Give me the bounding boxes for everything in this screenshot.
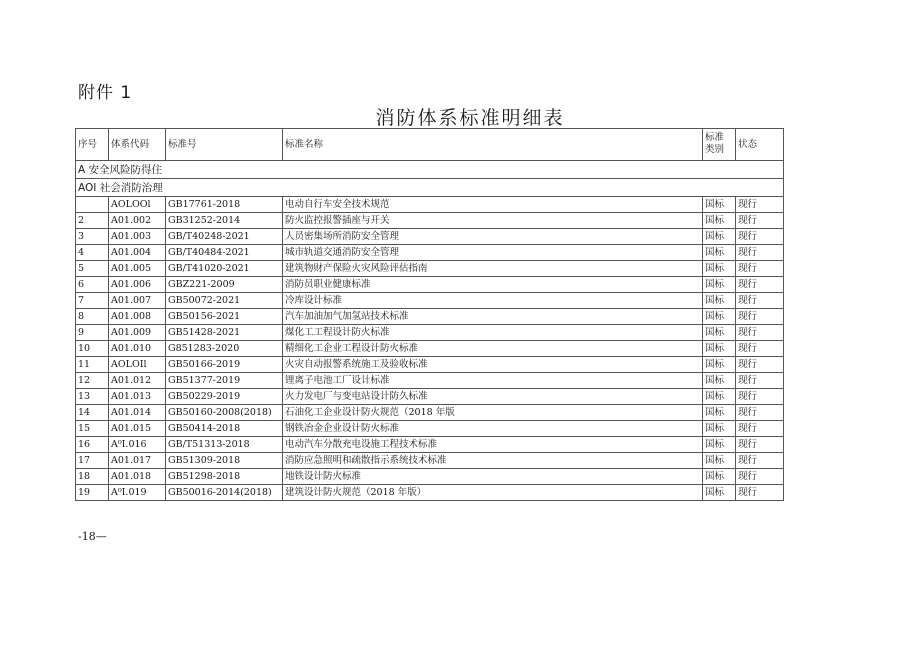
cell-status: 现行 — [736, 229, 784, 245]
cell-seq: 5 — [76, 261, 109, 277]
cell-status: 现行 — [736, 373, 784, 389]
cell-status: 现行 — [736, 261, 784, 277]
cell-seq: 4 — [76, 245, 109, 261]
table-row — [76, 213, 784, 229]
cell-code: A01.015 — [109, 421, 166, 437]
cell-category: 国标 — [703, 453, 736, 469]
cell-code: A01.017 — [109, 453, 166, 469]
cell-std-no: GB51309-2018 — [166, 453, 283, 469]
table-row — [76, 261, 784, 277]
cell-status: 现行 — [736, 341, 784, 357]
table-row — [76, 389, 784, 405]
cell-std-no: GB51377-2019 — [166, 373, 283, 389]
cell-std-no: GB51298-2018 — [166, 469, 283, 485]
table-row — [76, 277, 784, 293]
cell-code: A01.002 — [109, 213, 166, 229]
header-category: 标准类别 — [703, 129, 736, 161]
cell-code: A01.010 — [109, 341, 166, 357]
cell-code: A01.012 — [109, 373, 166, 389]
table-row — [76, 197, 784, 213]
document-title: 消防体系标准明细表 — [375, 107, 565, 129]
cell-category: 国标 — [703, 325, 736, 341]
cell-code: A01.014 — [109, 405, 166, 421]
header-status: 状态 — [736, 129, 784, 161]
cell-code: A01.006 — [109, 277, 166, 293]
cell-std-no: GB/T41020-2021 — [166, 261, 283, 277]
cell-category: 国标 — [703, 309, 736, 325]
cell-seq: 13 — [76, 389, 109, 405]
table-row — [76, 309, 784, 325]
table-row — [76, 421, 784, 437]
table-row — [76, 469, 784, 485]
table-row — [76, 373, 784, 389]
table-row — [76, 437, 784, 453]
cell-status: 现行 — [736, 293, 784, 309]
cell-name: 消防应急照明和疏散指示系统技术标准 — [283, 453, 703, 469]
cell-code: A⁰I.019 — [109, 485, 166, 501]
header-std-no: 标准号 — [166, 129, 283, 161]
table-row — [76, 485, 784, 501]
cell-code: A⁰I.016 — [109, 437, 166, 453]
cell-seq: 14 — [76, 405, 109, 421]
cell-category: 国标 — [703, 437, 736, 453]
cell-category: 国标 — [703, 197, 736, 213]
cell-category: 国标 — [703, 469, 736, 485]
cell-name: 地铁设计防火标准 — [283, 469, 703, 485]
cell-std-no: GB50229-2019 — [166, 389, 283, 405]
table-row — [76, 341, 784, 357]
cell-std-no: GB50414-2018 — [166, 421, 283, 437]
cell-std-no: G851283-2020 — [166, 341, 283, 357]
cell-seq: 2 — [76, 213, 109, 229]
cell-seq: 3 — [76, 229, 109, 245]
cell-status: 现行 — [736, 357, 784, 373]
cell-std-no: GB51428-2021 — [166, 325, 283, 341]
cell-seq: 19 — [76, 485, 109, 501]
cell-category: 国标 — [703, 245, 736, 261]
cell-seq: 18 — [76, 469, 109, 485]
header-seq: 序号 — [76, 129, 109, 161]
cell-code: A01.008 — [109, 309, 166, 325]
cell-status: 现行 — [736, 437, 784, 453]
cell-name: 建筑设计防火规范（2018 年版） — [283, 485, 703, 501]
section-row-a01 — [76, 179, 784, 197]
cell-name: 人员密集场所消防安全管理 — [283, 229, 703, 245]
table-row — [76, 357, 784, 373]
cell-status: 现行 — [736, 325, 784, 341]
cell-status: 现行 — [736, 485, 784, 501]
cell-category: 国标 — [703, 373, 736, 389]
cell-status: 现行 — [736, 197, 784, 213]
cell-name: 电动汽车分散充电设施工程技术标准 — [283, 437, 703, 453]
cell-name: 电动自行车安全技术规范 — [283, 197, 703, 213]
cell-status: 现行 — [736, 277, 784, 293]
cell-name: 建筑物财产保险火灾风险评估指南 — [283, 261, 703, 277]
cell-name: 火灾自动报警系统施工及验收标准 — [283, 357, 703, 373]
cell-name: 精细化工企业工程设计防火标准 — [283, 341, 703, 357]
cell-std-no: GBZ221-2009 — [166, 277, 283, 293]
cell-std-no: GB50160-2008(2018) — [166, 405, 283, 421]
cell-std-no: GB50166-2019 — [166, 357, 283, 373]
cell-seq: 17 — [76, 453, 109, 469]
cell-status: 现行 — [736, 453, 784, 469]
cell-seq: 9 — [76, 325, 109, 341]
cell-seq: 12 — [76, 373, 109, 389]
cell-code: A01.007 — [109, 293, 166, 309]
cell-std-no: GB/T40484-2021 — [166, 245, 283, 261]
cell-code: A01.003 — [109, 229, 166, 245]
attachment-label: 附件 1 — [78, 83, 133, 103]
cell-std-no: GB/T51313-2018 — [166, 437, 283, 453]
cell-status: 现行 — [736, 389, 784, 405]
header-name: 标准名称 — [283, 129, 703, 161]
cell-name: 汽车加油加气加氢站技术标准 — [283, 309, 703, 325]
cell-code: A01.004 — [109, 245, 166, 261]
cell-category: 国标 — [703, 421, 736, 437]
table-header-row — [76, 129, 784, 161]
cell-category: 国标 — [703, 389, 736, 405]
cell-seq — [76, 197, 109, 213]
cell-category: 国标 — [703, 485, 736, 501]
cell-seq: 16 — [76, 437, 109, 453]
cell-category: 国标 — [703, 341, 736, 357]
table-row — [76, 405, 784, 421]
table-row — [76, 325, 784, 341]
cell-std-no: GB50072-2021 — [166, 293, 283, 309]
cell-code: A01.005 — [109, 261, 166, 277]
cell-std-no: GB50156-2021 — [166, 309, 283, 325]
cell-category: 国标 — [703, 293, 736, 309]
cell-status: 现行 — [736, 213, 784, 229]
cell-category: 国标 — [703, 229, 736, 245]
cell-std-no: GB17761-2018 — [166, 197, 283, 213]
cell-std-no: GB31252-2014 — [166, 213, 283, 229]
cell-std-no: GB50016-2014(2018) — [166, 485, 283, 501]
section-title-a01: AOI 社会消防治理 — [76, 179, 784, 197]
cell-seq: 8 — [76, 309, 109, 325]
cell-seq: 10 — [76, 341, 109, 357]
cell-name: 石油化工企业设计防火规范（2018 年版 — [283, 405, 703, 421]
cell-code: A01.018 — [109, 469, 166, 485]
cell-name: 防火监控报警插座与开关 — [283, 213, 703, 229]
page-number: -18— — [78, 530, 107, 543]
table-row — [76, 293, 784, 309]
cell-name: 钢铁冶金企业设计防火标准 — [283, 421, 703, 437]
cell-category: 国标 — [703, 357, 736, 373]
cell-status: 现行 — [736, 405, 784, 421]
table-row — [76, 245, 784, 261]
cell-name: 消防员职业健康标准 — [283, 277, 703, 293]
cell-code: AOLOOl — [109, 197, 166, 213]
cell-category: 国标 — [703, 261, 736, 277]
table-row — [76, 229, 784, 245]
cell-seq: 6 — [76, 277, 109, 293]
cell-name: 冷库设计标准 — [283, 293, 703, 309]
cell-status: 现行 — [736, 421, 784, 437]
cell-seq: 7 — [76, 293, 109, 309]
cell-seq: 15 — [76, 421, 109, 437]
table-row — [76, 453, 784, 469]
cell-name: 煤化工工程设计防火标准 — [283, 325, 703, 341]
cell-category: 国标 — [703, 405, 736, 421]
cell-code: A01.013 — [109, 389, 166, 405]
cell-seq: 11 — [76, 357, 109, 373]
cell-status: 现行 — [736, 245, 784, 261]
section-title-a: A 安全风险防得住 — [76, 161, 784, 179]
section-row-a — [76, 161, 784, 179]
cell-status: 现行 — [736, 309, 784, 325]
cell-name: 锂离子电池工厂设计标准 — [283, 373, 703, 389]
cell-code: AOLOIl — [109, 357, 166, 373]
cell-name: 城市轨道交通消防安全管理 — [283, 245, 703, 261]
cell-category: 国标 — [703, 277, 736, 293]
cell-name: 火力发电厂与变电站设计防久标准 — [283, 389, 703, 405]
cell-status: 现行 — [736, 469, 784, 485]
cell-std-no: GB/T40248-2021 — [166, 229, 283, 245]
header-code: 体系代码 — [109, 129, 166, 161]
standards-table — [75, 128, 784, 501]
cell-category: 国标 — [703, 213, 736, 229]
cell-code: A01.009 — [109, 325, 166, 341]
